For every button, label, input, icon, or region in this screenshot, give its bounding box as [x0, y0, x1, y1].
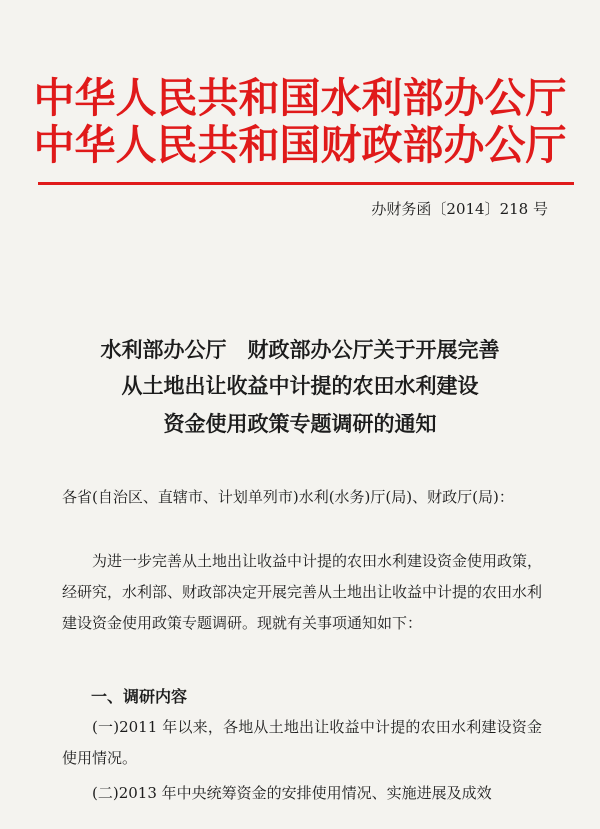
content-item-2: (二)2013 年中央统筹资金的安排使用情况、实施进展及成效	[92, 784, 492, 802]
title-line-2: 从土地出让收益中计提的农田水利建设	[121, 374, 479, 398]
title-line-1: 水利部办公厅 财政部办公厅关于开展完善	[100, 338, 500, 362]
letterhead-line-1: 中华人民共和国水利部办公厅	[33, 74, 567, 122]
document-number: 办财务函〔2014〕218 号	[371, 200, 548, 218]
section-heading: 一、调研内容	[91, 687, 188, 706]
letterhead-line-2: 中华人民共和国财政部办公厅	[33, 121, 567, 169]
intro-paragraph: 为进一步完善从土地出让收益中计提的农田水利建设资金使用政策，经研究，水利部、财政部决定开展完善从土地出让收益中计提的农田水利建设资金使用政策专题调研。现就有关事项通知如下：	[62, 552, 543, 632]
content-item-1: (一)2011 年以来，各地从土地出让收益中计提的农田水利建设资金使用情况。	[62, 718, 542, 767]
title-line-3: 资金使用政策专题调研的通知	[163, 412, 437, 436]
red-divider	[38, 182, 574, 185]
addressee: 各省(自治区、直辖市、计划单列市)水利(水务)厅(局)、财政厅(局)：	[62, 488, 514, 506]
